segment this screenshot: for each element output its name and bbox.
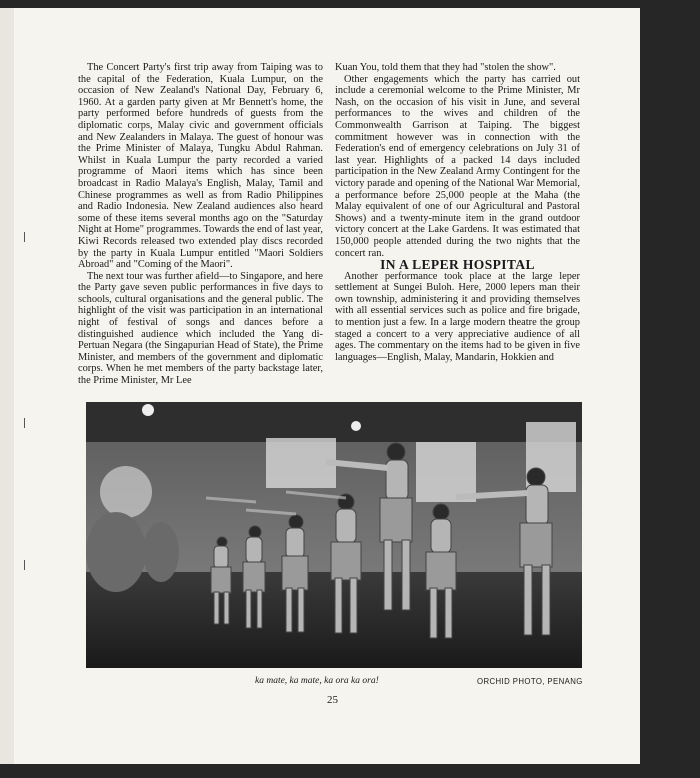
left-text-column — [78, 62, 323, 387]
margin-mark — [24, 560, 25, 570]
body-paragraph: The Concert Party's first trip away from Taiping was to the capital of the Federation, Kuala Lumpur, on the occasion of New Zealand's National Day, February 6, 1960. At a garden party given at Mr Bennett's home, the party performed before hundreds of guests from the diplomatic corps, Malay civic and government officials and New Zealanders in Malaya. The guest of honour was the Prime Minister of Malaya, Tungku Abdul Rahman. Whilst in Kuala Lumpur the party recorded a varied programme of Maori items which has since been broadcast in Radio Malaya's English, Malay, Tamil and Chinese programmes as well as from Radio Philippines and Radio Indonesia. New Zealand audiences also heard some of these items several months ago on the "Saturday Night at Home" programmes. Towards the end of last year, Kiwi Records released two extended play discs recorded by the party in Kuala Lumpur entitled "Maori Soldiers Abroad" and "Coming of the Maori". — [78, 62, 324, 271]
section-heading: IN A LEPER HOSPITAL — [380, 257, 535, 273]
page-number: 25 — [327, 694, 338, 706]
body-paragraph: Kuan You, told them that they had "stolen the show". — [335, 62, 556, 73]
body-paragraph: The next tour was further afield—to Singapore, and here the Party gave seven public performances in five days to schools, cultural organisations and the general public. The highlight of the visit was participation in an international night of festival of songs and dances before a distinguished audience which included the Yang di-Pertuan Negara (the Singapurian Head of State), the Prime Minister, and members of the government and diplomatic corps. When he met members of the party backstage later, the Prime Minister, Mr Lee — [78, 270, 323, 387]
photo-caption: ka mate, ka mate, ka ora ka ora! — [255, 676, 379, 686]
right-text-column — [335, 62, 580, 363]
margin-mark — [24, 418, 25, 428]
body-paragraph: Other engagements which the party has carried out include a ceremonial welcome to the Prime Minister, Mr Nash, on the occasion of his visit in June, and several performances to the wives and children of the Commonwealth Garrison at Taiping. The biggest commitment however was in connection with the Federation's end of emergency celebrations on July 31 of last year. Highlights of a packed 14 days included participation in the New Zealand Army Contingent for the victory parade and opening of the National War Memorial, a performance before 25,000 people at the Maha (the Malay equivalent of one of our Agricultural and Pastoral Shows) and a twenty-minute item in the grand outdoor victory concert at the Lake Gardens. It was estimated that 150,000 people attended during the two nights that the concert ran. — [335, 73, 580, 259]
body-paragraph: Another performance took place at the large leper settlement at Sungei Buloh. Here, 2000 lepers man their own township, administering it and providing themselves with all essential services such as police and fire brigade, to mention just a few. In a large modern theatre the group staged a concert to a very appreciative audience of all ages. The commentary on the items had to be given in five languages—English, Malay, Mandarin, Hokkien and — [335, 270, 580, 363]
haka-performance-photo — [86, 402, 582, 668]
photo-credit: ORCHID PHOTO, PENANG — [477, 677, 583, 686]
margin-mark — [24, 232, 25, 242]
